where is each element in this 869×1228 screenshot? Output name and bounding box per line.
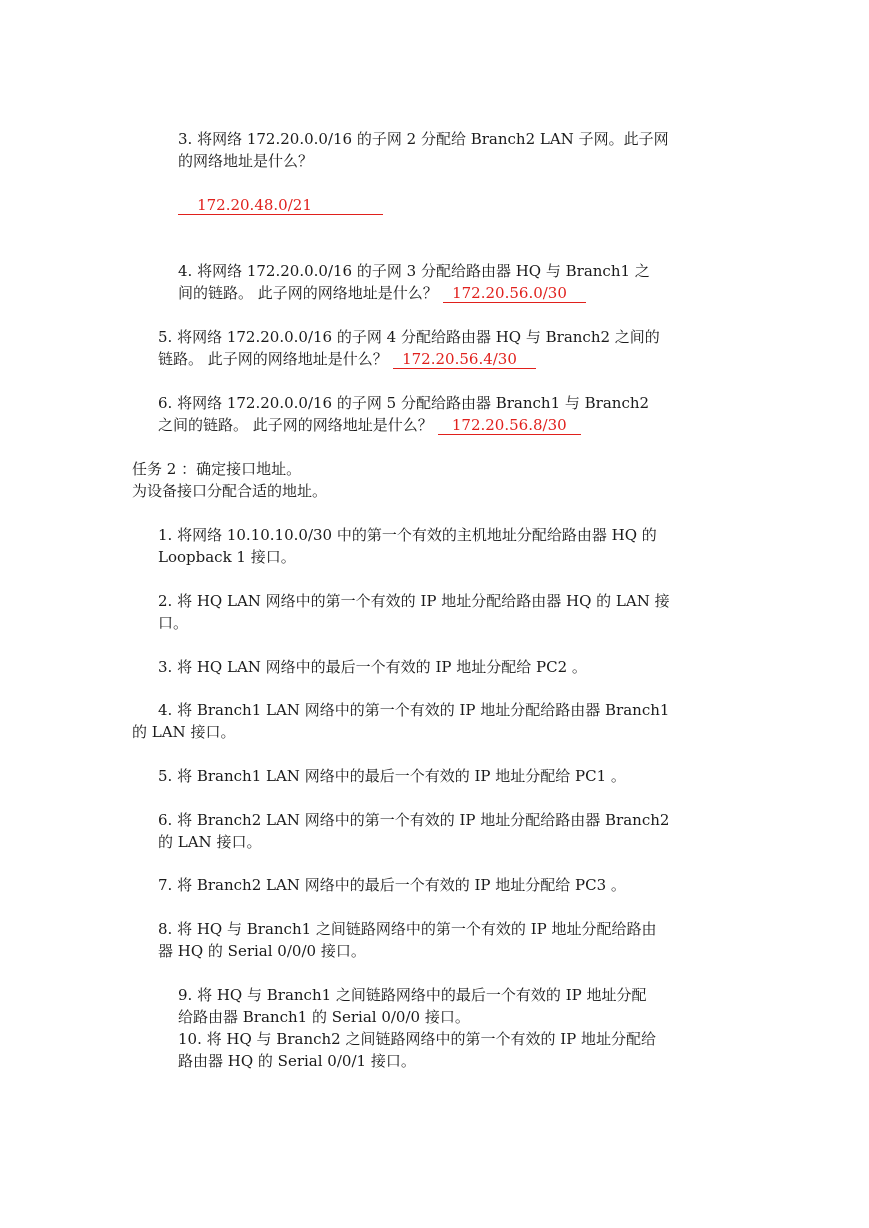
task-2-title: 任务 2 ：确定接口地址。 (132, 460, 302, 478)
task-2-item-3-line-1: 3. 将 HQ LAN 网络中的最后一个有效的 IP 地址分配给 PC2 。 (158, 658, 587, 676)
task-2-item-2 (158, 590, 670, 634)
task-2-item-1 (158, 524, 657, 568)
task-2-item-4-line-2: 的 LAN 接口。 (132, 723, 236, 741)
task-2-item-4-line-1: 4. 将 Branch1 LAN 网络中的第一个有效的 IP 地址分配给路由器 Branch1 (158, 701, 670, 719)
task-2-item-6-line-2: 的 LAN 接口。 (158, 833, 262, 851)
task-2-item-2-line-1: 2. 将 HQ LAN 网络中的第一个有效的 IP 地址分配给路由器 HQ 的 LAN 接 (158, 592, 670, 610)
question-6-line-1: 6. 将网络 172.20.0.0/16 的子网 5 分配给路由器 Branch1 与 Branch2 (158, 394, 650, 412)
task-2-heading (132, 458, 327, 502)
task-2-item-9-line-2: 给路由器 Branch1 的 Serial 0/0/0 接口。 (178, 1008, 470, 1026)
question-4 (178, 260, 650, 304)
task-2-item-7-line-1: 7. 将 Branch2 LAN 网络中的最后一个有效的 IP 地址分配给 PC3 。 (158, 876, 626, 894)
task-2-subtitle: 为设备接口分配合适的地址。 (132, 482, 328, 500)
question-3-line-1: 3. 将网络 172.20.0.0/16 的子网 2 分配给 Branch2 LAN 子网。此子网 (178, 130, 669, 148)
question-5-answer: 172.20.56.4/30 (392, 350, 536, 368)
task-2-item-10-line-1: 10. 将 HQ 与 Branch2 之间链路网络中的第一个有效的 IP 地址分配给 (178, 1030, 657, 1048)
task-2-item-1-line-1: 1. 将网络 10.10.10.0/30 中的第一个有效的主机地址分配给路由器 HQ 的 (158, 526, 657, 544)
task-2-item-6-line-1: 6. 将 Branch2 LAN 网络中的第一个有效的 IP 地址分配给路由器 Branch2 (158, 811, 670, 829)
task-2-item-6 (158, 809, 669, 853)
task-2-item-8-line-2: 器 HQ 的 Serial 0/0/0 接口。 (158, 942, 366, 960)
task-2-item-8-line-1: 8. 将 HQ 与 Branch1 之间链路网络中的第一个有效的 IP 地址分配给路由 (158, 920, 657, 938)
question-3-answer-row (178, 194, 383, 216)
question-5-prompt: 链路。 此子网的网络地址是什么？ (158, 350, 388, 368)
task-2-item-9 (178, 984, 647, 1028)
task-2-item-10-line-2: 路由器 HQ 的 Serial 0/0/1 接口。 (178, 1052, 416, 1070)
task-2-item-2-line-2: 口。 (158, 614, 189, 632)
task-2-item-4 (132, 699, 669, 743)
question-6-line-2 (158, 414, 649, 436)
task-2-item-3 (158, 656, 587, 678)
question-3-line-2: 的网络地址是什么？ (178, 152, 314, 170)
question-6 (158, 392, 649, 436)
question-6-prompt: 之间的链路。 此子网的网络地址是什么？ (158, 416, 433, 434)
task-2-item-10 (178, 1028, 656, 1072)
question-3 (178, 128, 669, 172)
task-2-item-7 (158, 874, 626, 896)
question-4-prompt: 间的链路。 此子网的网络地址是什么？ (178, 284, 438, 302)
question-5 (158, 326, 660, 370)
question-3-answer: 172.20.48.0/21 (178, 196, 384, 214)
task-2-item-9-line-1: 9. 将 HQ 与 Branch1 之间链路网络中的最后一个有效的 IP 地址分配 (178, 986, 647, 1004)
question-5-line-1: 5. 将网络 172.20.0.0/16 的子网 4 分配给路由器 HQ 与 Branch2 之间的 (158, 328, 660, 346)
question-5-line-2 (158, 348, 660, 370)
question-6-answer: 172.20.56.8/30 (437, 416, 581, 434)
question-4-answer: 172.20.56.0/30 (442, 284, 586, 302)
question-4-line-2 (178, 282, 650, 304)
question-4-line-1: 4. 将网络 172.20.0.0/16 的子网 3 分配给路由器 HQ 与 Branch1 之 (178, 262, 650, 280)
task-2-item-5-line-1: 5. 将 Branch1 LAN 网络中的最后一个有效的 IP 地址分配给 PC1 。 (158, 767, 626, 785)
task-2-item-5 (158, 765, 626, 787)
task-2-item-1-line-2: Loopback 1 接口。 (158, 548, 296, 566)
task-2-item-8 (158, 918, 657, 962)
